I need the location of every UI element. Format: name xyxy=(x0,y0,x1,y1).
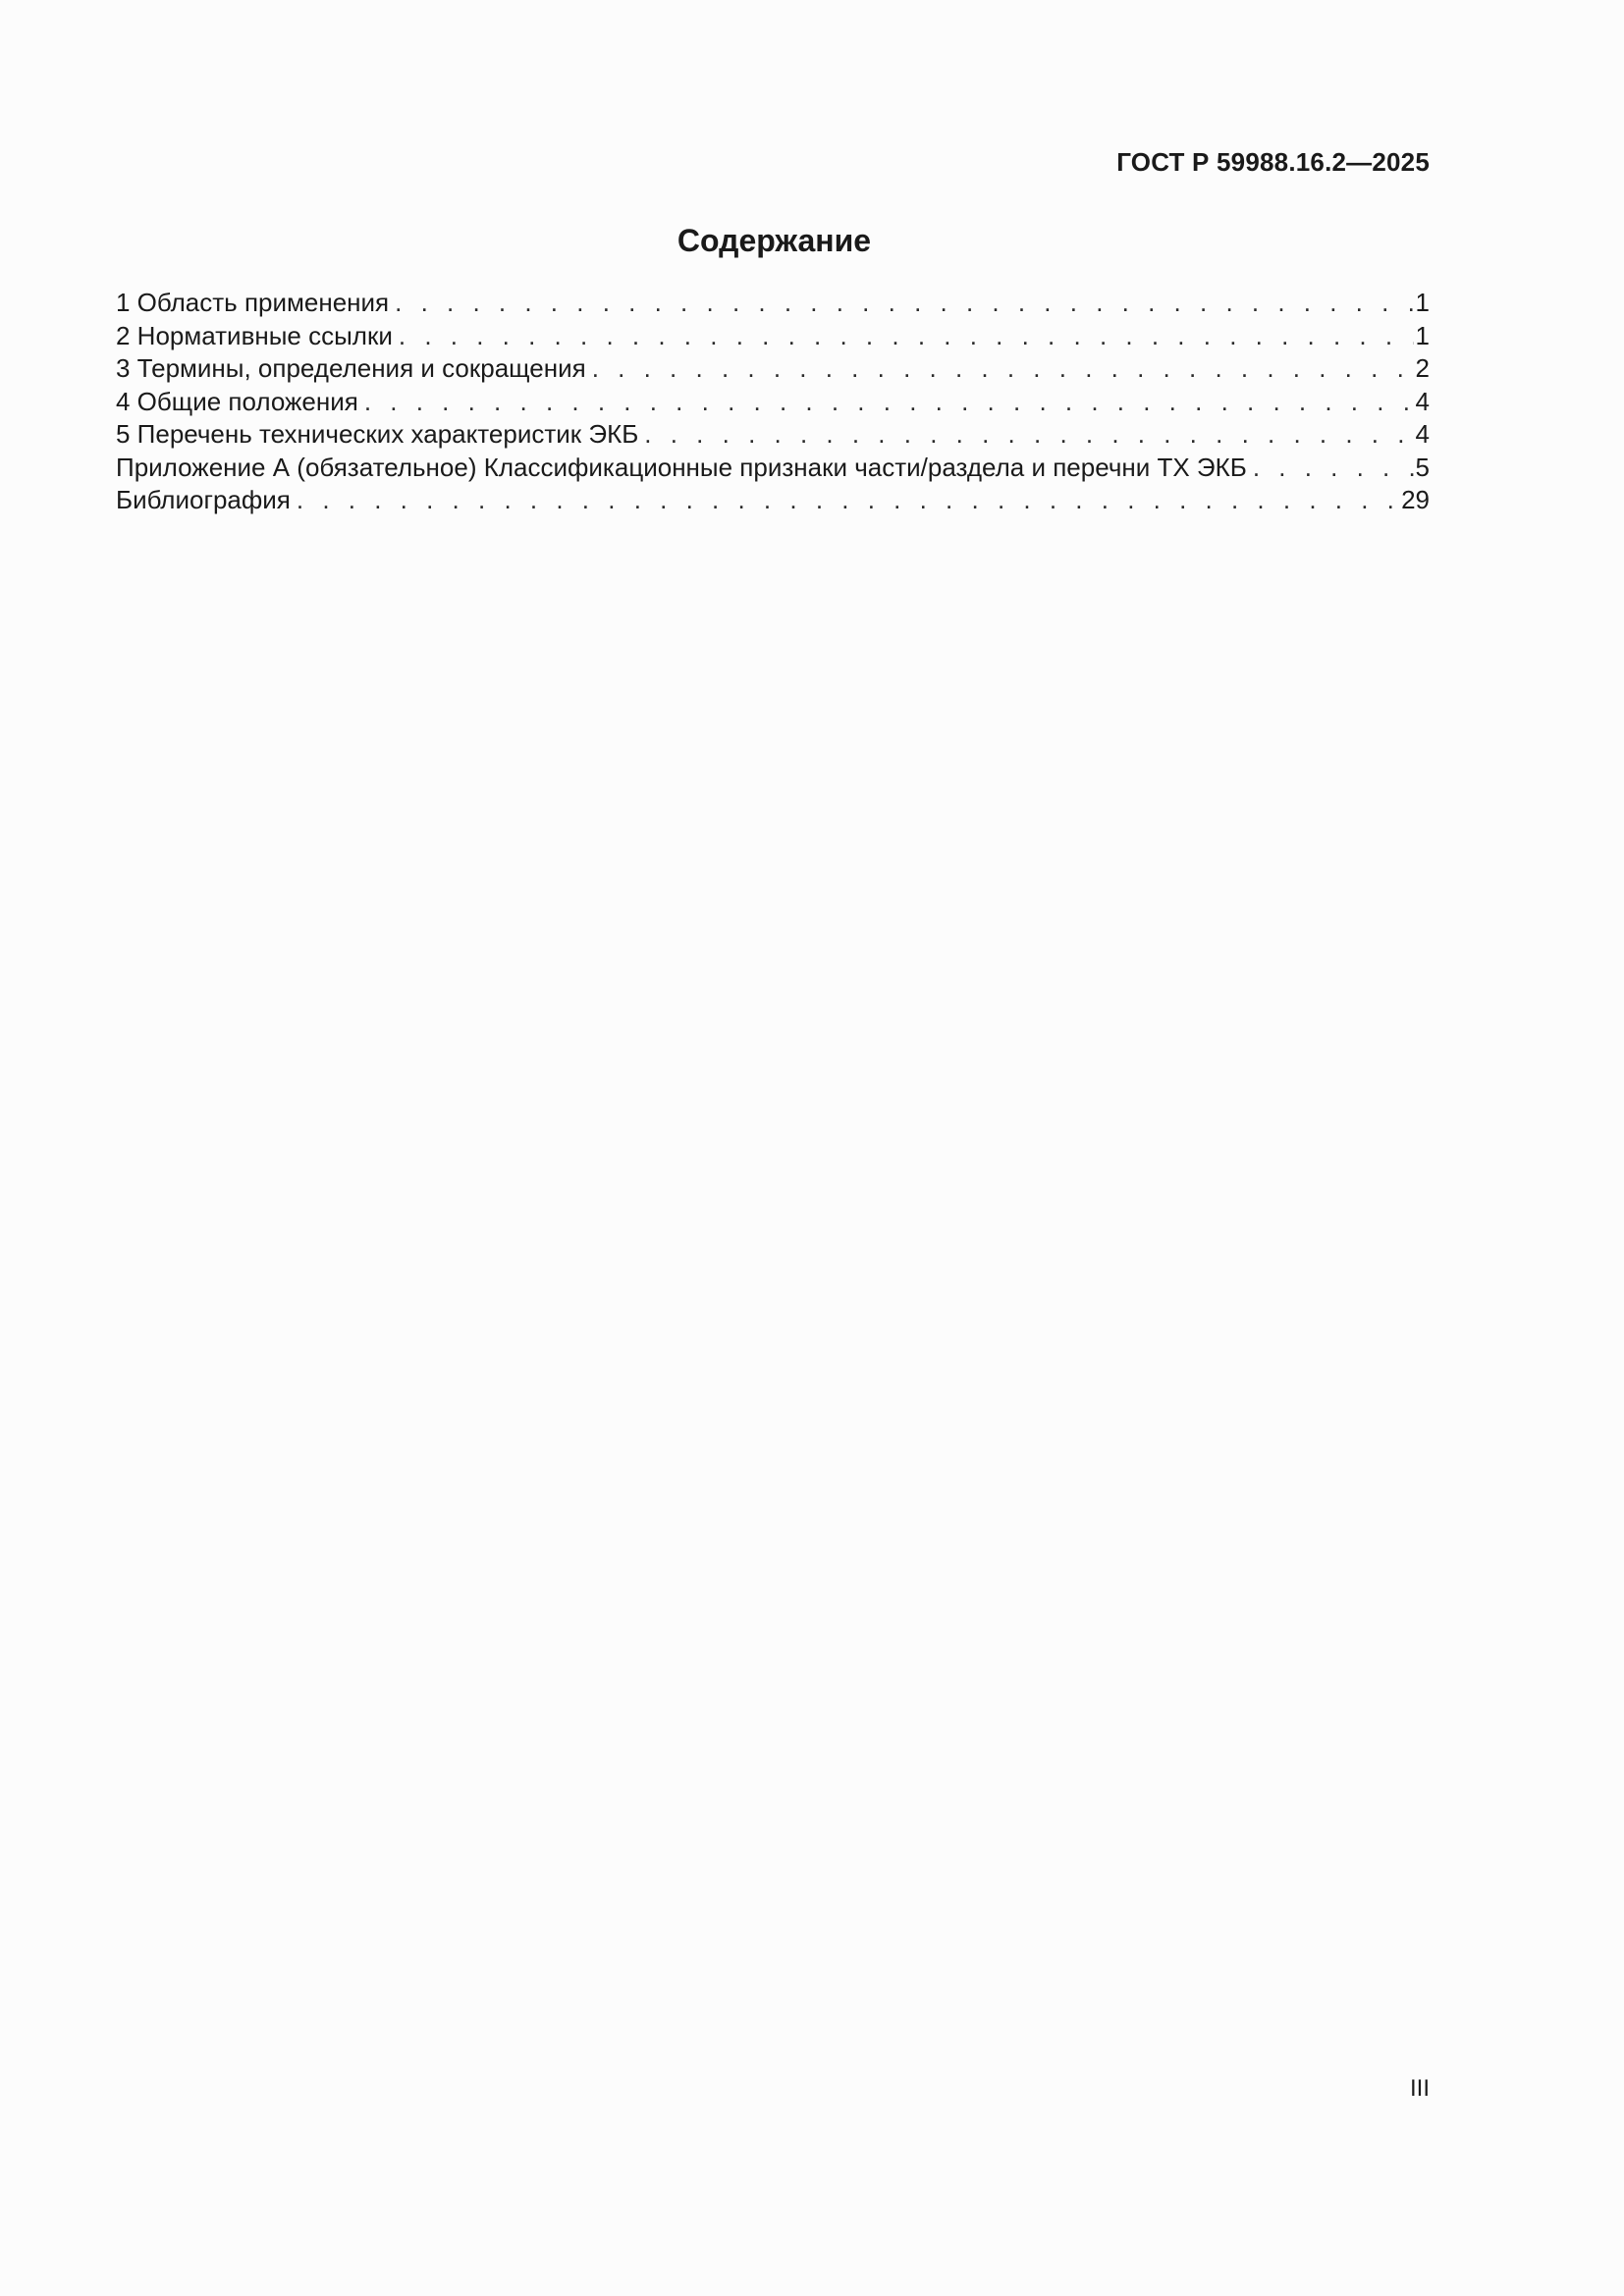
toc-entry-terms[interactable] xyxy=(116,352,1430,386)
toc-entry-label: Приложение А (обязательное) Классификационные признаки части/раздела и перечни ТХ ЭКБ xyxy=(116,452,1247,482)
toc-entry-page: 1 xyxy=(1415,320,1430,350)
page-number: III xyxy=(1409,2075,1430,2102)
toc-entry-page: 4 xyxy=(1415,419,1430,449)
toc-dot-leader xyxy=(399,320,1414,353)
toc-entry-page: 1 xyxy=(1415,288,1430,317)
toc-entry-page: 29 xyxy=(1401,485,1430,514)
toc-entry-label: 5 Перечень технических характеристик ЭКБ xyxy=(116,419,639,449)
toc-dot-leader xyxy=(364,386,1414,419)
toc-entry-general-provisions[interactable] xyxy=(116,386,1430,419)
toc-entry-label: 2 Нормативные ссылки xyxy=(116,320,393,350)
toc-entry-label: 1 Область применения xyxy=(116,288,390,317)
toc-dot-leader xyxy=(297,484,1399,517)
toc-dot-leader xyxy=(1253,452,1414,485)
toc-title: Содержание xyxy=(677,223,872,258)
document-code: ГОСТ Р 59988.16.2—2025 xyxy=(1116,147,1430,177)
toc-entry-scope[interactable] xyxy=(116,287,1430,320)
toc-entry-appendix-a[interactable] xyxy=(116,452,1430,485)
toc-entry-page: 2 xyxy=(1415,353,1430,383)
toc-entry-page: 4 xyxy=(1415,386,1430,416)
toc-entry-normative-references[interactable] xyxy=(116,320,1430,353)
table-of-contents xyxy=(116,287,1430,517)
toc-entry-technical-characteristics[interactable] xyxy=(116,418,1430,452)
toc-entry-label: Библиография xyxy=(116,485,291,514)
toc-dot-leader xyxy=(395,287,1413,320)
toc-entry-page: 5 xyxy=(1415,452,1430,482)
toc-entry-label: 4 Общие положения xyxy=(116,386,358,416)
toc-dot-leader xyxy=(592,352,1414,386)
toc-entry-bibliography[interactable] xyxy=(116,484,1430,517)
toc-dot-leader xyxy=(644,418,1413,452)
toc-entry-label: 3 Термины, определения и сокращения xyxy=(116,353,586,383)
